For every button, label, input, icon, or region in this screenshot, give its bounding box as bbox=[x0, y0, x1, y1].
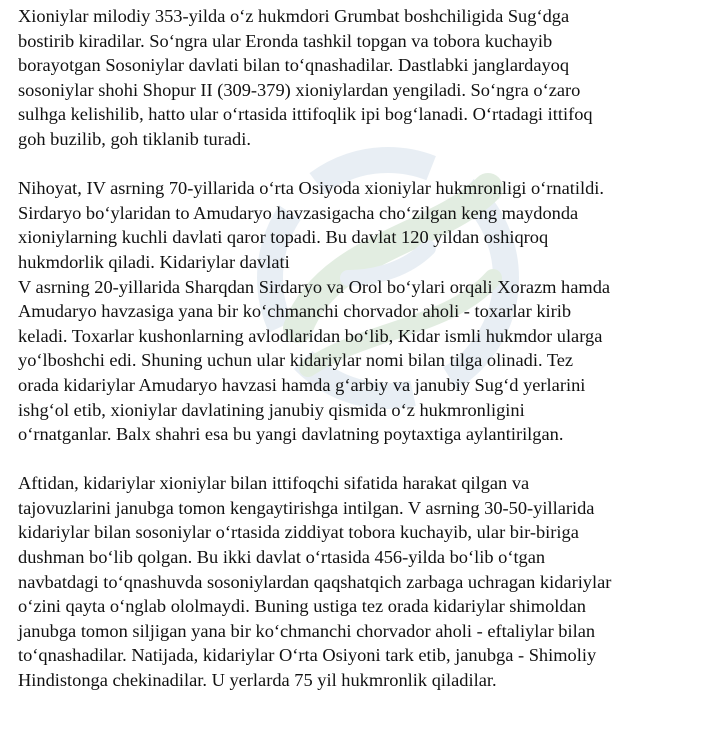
text-line: hukmdorlik qiladi. Kidariylar davlati bbox=[18, 251, 290, 272]
text-line: sulhga kelishilib, hatto ular o‘rtasida ittifoqlik ipi bog‘lanadi. O‘rtadagi ittifoq bbox=[18, 104, 593, 125]
text-line: ishg‘ol etib, xioniylar davlatining janubiy qismida o‘z hukmronligini bbox=[18, 399, 525, 420]
text-line: bostirib kiradilar. So‘ngra ular Eronda tashkil topgan va tobora kuchayib bbox=[18, 30, 553, 51]
text-line: navbatdagi to‘qnashuvda sosoniylardan qaqshatqich zarbaga uchragan kidariylar bbox=[18, 571, 612, 592]
text-line: dushman bo‘lib qolgan. Bu ikki davlat o‘rtasida 456-yilda bo‘lib o‘tgan bbox=[18, 547, 546, 568]
text-line: Aftidan, kidariylar xioniylar bilan ittifoqchi sifatida harakat qilgan va bbox=[18, 473, 530, 494]
text-line: yo‘lboshchi edi. Shuning uchun ular kidariylar nomi bilan tilga olinadi. Tez bbox=[18, 350, 574, 371]
text-line: to‘qnashadilar. Natijada, kidariylar O‘rta Osiyoni tark etib, janubga - Shimoliy bbox=[18, 645, 597, 666]
paragraph-gap bbox=[18, 152, 708, 177]
text-line: Sirdaryo bo‘ylaridan to Amudaryo havzasigacha cho‘zilgan keng maydonda bbox=[18, 202, 579, 223]
text-line: orada kidariylar Amudaryo havzasi hamda g‘arbiy va janubiy Sug‘d yerlarini bbox=[18, 374, 586, 395]
text-line: goh buzilib, goh tiklanib turadi. bbox=[18, 128, 251, 149]
text-line: kidariylar bilan sosoniylar o‘rtasida ziddiyat tobora kuchayib, ular bir-biriga bbox=[18, 522, 579, 543]
paragraph-gap bbox=[18, 447, 708, 472]
text-line: Amudaryo havzasiga yana bir ko‘chmanchi chorvador aholi - toxarlar kirib bbox=[18, 301, 572, 322]
text-line: Hindistonga chekinadilar. U yerlarda 75 yil hukmronlik qiladilar. bbox=[18, 670, 497, 691]
text-line: sosoniylar shohi Shopur II (309-379) xioniylardan yengiladi. So‘ngra o‘zaro bbox=[18, 79, 581, 100]
text-line: tajovuzlarini janubga tomon kengaytirishga intilgan. V asrning 30-50-yillarida bbox=[18, 497, 595, 518]
text-line: V asrning 20-yillarida Sharqdan Sirdaryo va Orol bo‘ylari orqali Xorazm hamda bbox=[18, 276, 611, 297]
text-line: Nihoyat, IV asrning 70-yillarida o‘rta Osiyoda xioniylar hukmronligi o‘rnatildi. bbox=[18, 178, 605, 199]
text-line: xioniylarning kuchli davlati qaror topadi. Bu davlat 120 yildan oshiqroq bbox=[18, 227, 549, 248]
text-line: o‘zini qayta o‘nglab ololmaydi. Buning ustiga tez orada kidariylar shimoldan bbox=[18, 596, 586, 617]
paragraph-3 bbox=[18, 471, 708, 692]
text-line: keladi. Toxarlar kushonlarning avlodlaridan bo‘lib, Kidar ismli hukmdor ularga bbox=[18, 325, 603, 346]
text-line: Xioniylar milodiy 353-yilda o‘z hukmdori Grumbat boshchiligida Sug‘dga bbox=[18, 6, 570, 26]
text-line: borayotgan Sosoniylar davlati bilan to‘qnashadilar. Dastlabki janglardayoq bbox=[18, 55, 570, 76]
article-body bbox=[18, 4, 708, 693]
text-line: o‘rnatganlar. Balx shahri esa bu yangi davlatning poytaxtiga aylantirilgan. bbox=[18, 424, 564, 445]
paragraph-1 bbox=[18, 4, 708, 152]
text-line: janubga tomon siljigan yana bir ko‘chmanchi chorvador aholi - eftaliylar bilan bbox=[18, 620, 596, 641]
paragraph-2 bbox=[18, 176, 708, 447]
